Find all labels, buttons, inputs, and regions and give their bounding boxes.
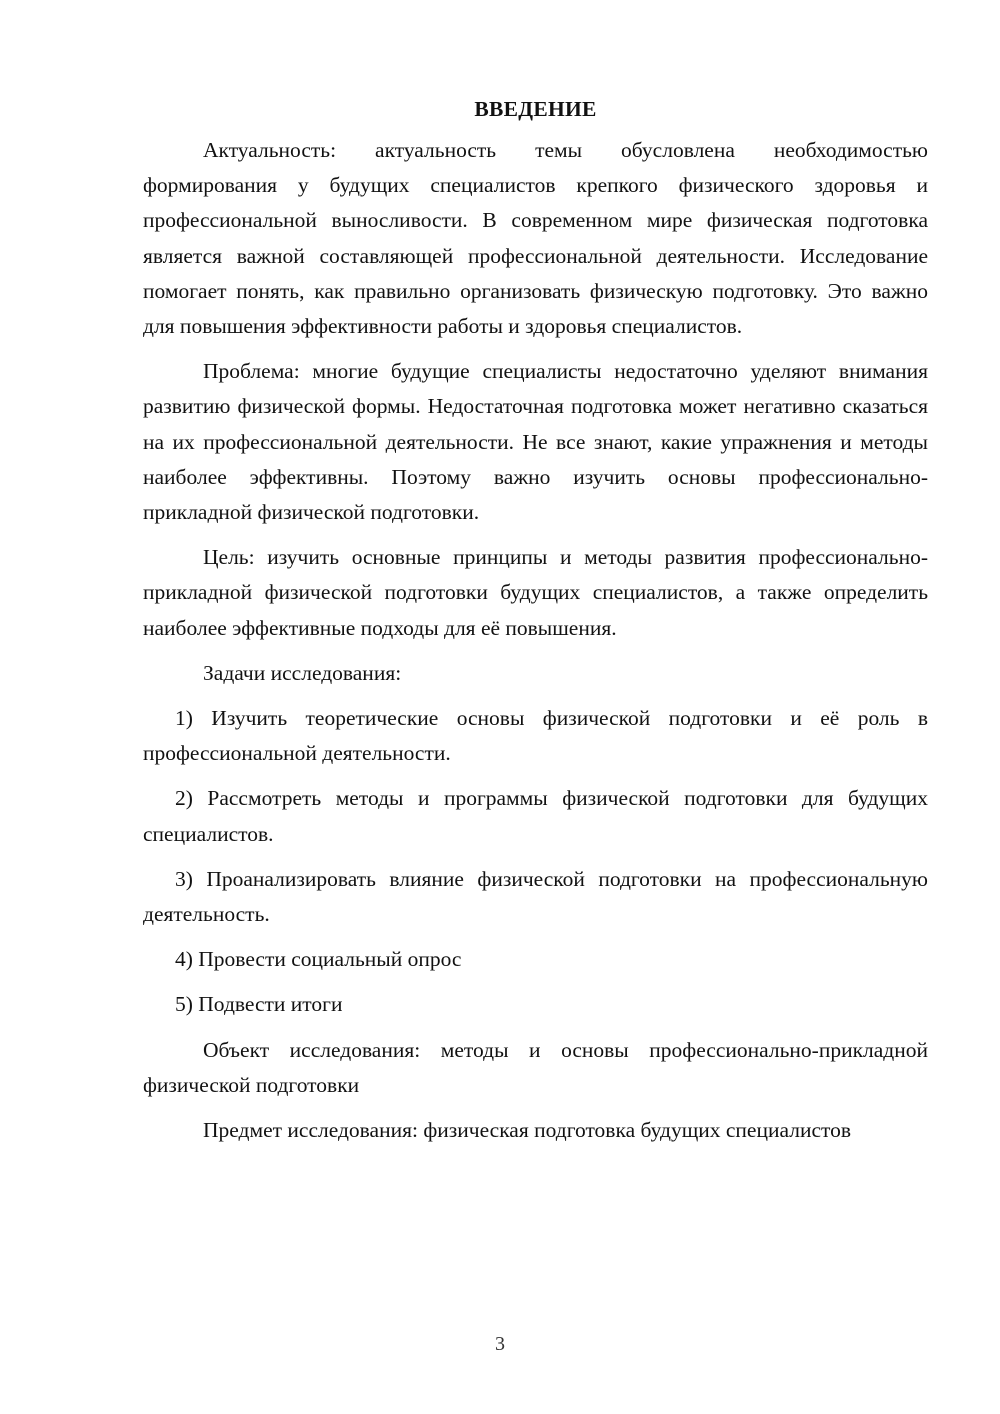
task-item-1: 1) Изучить теоретические основы физической подготовки и её роль в профессиональной деятельности. — [143, 706, 928, 766]
paragraph-subject: Предмет исследования: физическая подготовка будущих специалистов — [203, 1118, 852, 1143]
section-heading: ВВЕДЕНИЕ — [474, 97, 597, 121]
task-item-4: 4) Провести социальный опрос — [175, 947, 462, 972]
paragraph-problem: Проблема: многие будущие специалисты недостаточно уделяют внимания развитию физической формы. Недостаточная подготовка может негативно сказаться на их профессиональной деятельности. Не все знают, какие упражнения и методы наиболее эффективны. Поэтому важно изучить основы профессионально-прикладной физической подготовки. — [143, 359, 928, 525]
page-number: 3 — [495, 1333, 505, 1355]
paragraph-object: Объект исследования: методы и основы профессионально-прикладной физической подготовки — [143, 1037, 928, 1097]
task-item-3: 3) Проанализировать влияние физической подготовки на профессиональную деятельность. — [143, 866, 928, 927]
task-item-2: 2) Рассмотреть методы и программы физической подготовки для будущих специалистов. — [143, 786, 928, 846]
paragraph-tasks-intro: Задачи исследования: — [203, 660, 402, 685]
paragraph-goal: Цель: изучить основные принципы и методы развития профессионально-прикладной физической подготовки будущих специалистов, а также определить наиболее эффективные подходы для её повышения. — [143, 545, 928, 640]
document-page — [143, 92, 928, 1158]
paragraph-relevance: Актуальность: актуальность темы обусловлена необходимостью формирования у будущих специалистов крепкого физического здоровья и профессиональной выносливости. В современном мире физическая подготовка является важной составляющей профессиональной деятельности. Исследование помогает понять, как правильно организовать физическую подготовку. Это важно для повышения эффективности работы и здоровья специалистов. — [143, 138, 928, 339]
task-item-5: 5) Подвести итоги — [175, 992, 343, 1017]
